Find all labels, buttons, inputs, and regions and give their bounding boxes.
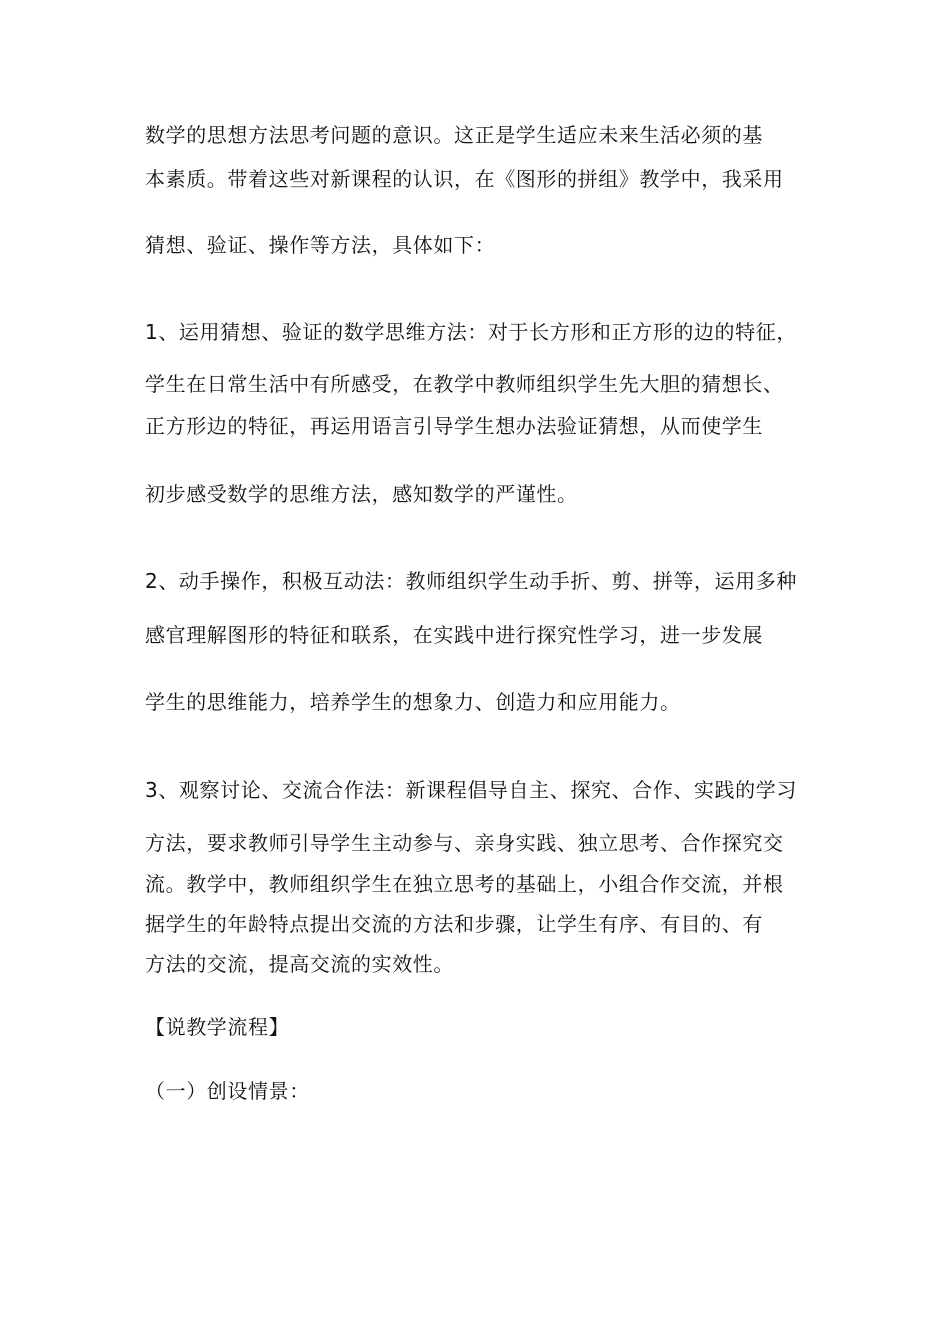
- paragraph-3-line-2: 感官理解图形的特征和联系，在实践中进行探究性学习，进一步发展: [145, 623, 763, 647]
- paragraph-3-line-3: 学生的思维能力，培养学生的想象力、创造力和应用能力。: [145, 690, 681, 714]
- paragraph-4-line-5: 方法的交流，提高交流的实效性。: [145, 952, 454, 976]
- paragraph-2-line-1: 1、运用猜想、验证的数学思维方法：对于长方形和正方形的边的特征，: [145, 320, 797, 344]
- paragraph-1-line-1: 数学的思想方法思考问题的意识。这正是学生适应未来生活必须的基: [145, 123, 763, 147]
- paragraph-2-line-4: 初步感受数学的思维方法，感知数学的严谨性。: [145, 482, 578, 506]
- paragraph-4-line-4: 据学生的年龄特点提出交流的方法和步骤，让学生有序、有目的、有: [145, 912, 763, 936]
- paragraph-3-line-1: 2、动手操作，积极互动法：教师组织学生动手折、剪、拼等，运用多种: [145, 569, 797, 593]
- paragraph-1-line-3: 猜想、验证、操作等方法，具体如下：: [145, 233, 496, 257]
- subsection-heading: （一）创设情景：: [145, 1079, 310, 1103]
- paragraph-4-line-2: 方法，要求教师引导学生主动参与、亲身实践、独立思考、合作探究交: [145, 831, 784, 855]
- paragraph-2-line-3: 正方形边的特征，再运用语言引导学生想办法验证猜想，从而使学生: [145, 414, 763, 438]
- paragraph-4-line-3: 流。教学中，教师组织学生在独立思考的基础上，小组合作交流，并根: [145, 872, 784, 896]
- section-heading: 【说教学流程】: [145, 1015, 290, 1039]
- paragraph-2-line-2: 学生在日常生活中有所感受，在教学中教师组织学生先大胆的猜想长、: [145, 372, 784, 396]
- paragraph-1-line-2: 本素质。带着这些对新课程的认识，在《图形的拼组》教学中，我采用: [145, 167, 784, 191]
- paragraph-4-line-1: 3、观察讨论、交流合作法：新课程倡导自主、探究、合作、实践的学习: [145, 778, 797, 802]
